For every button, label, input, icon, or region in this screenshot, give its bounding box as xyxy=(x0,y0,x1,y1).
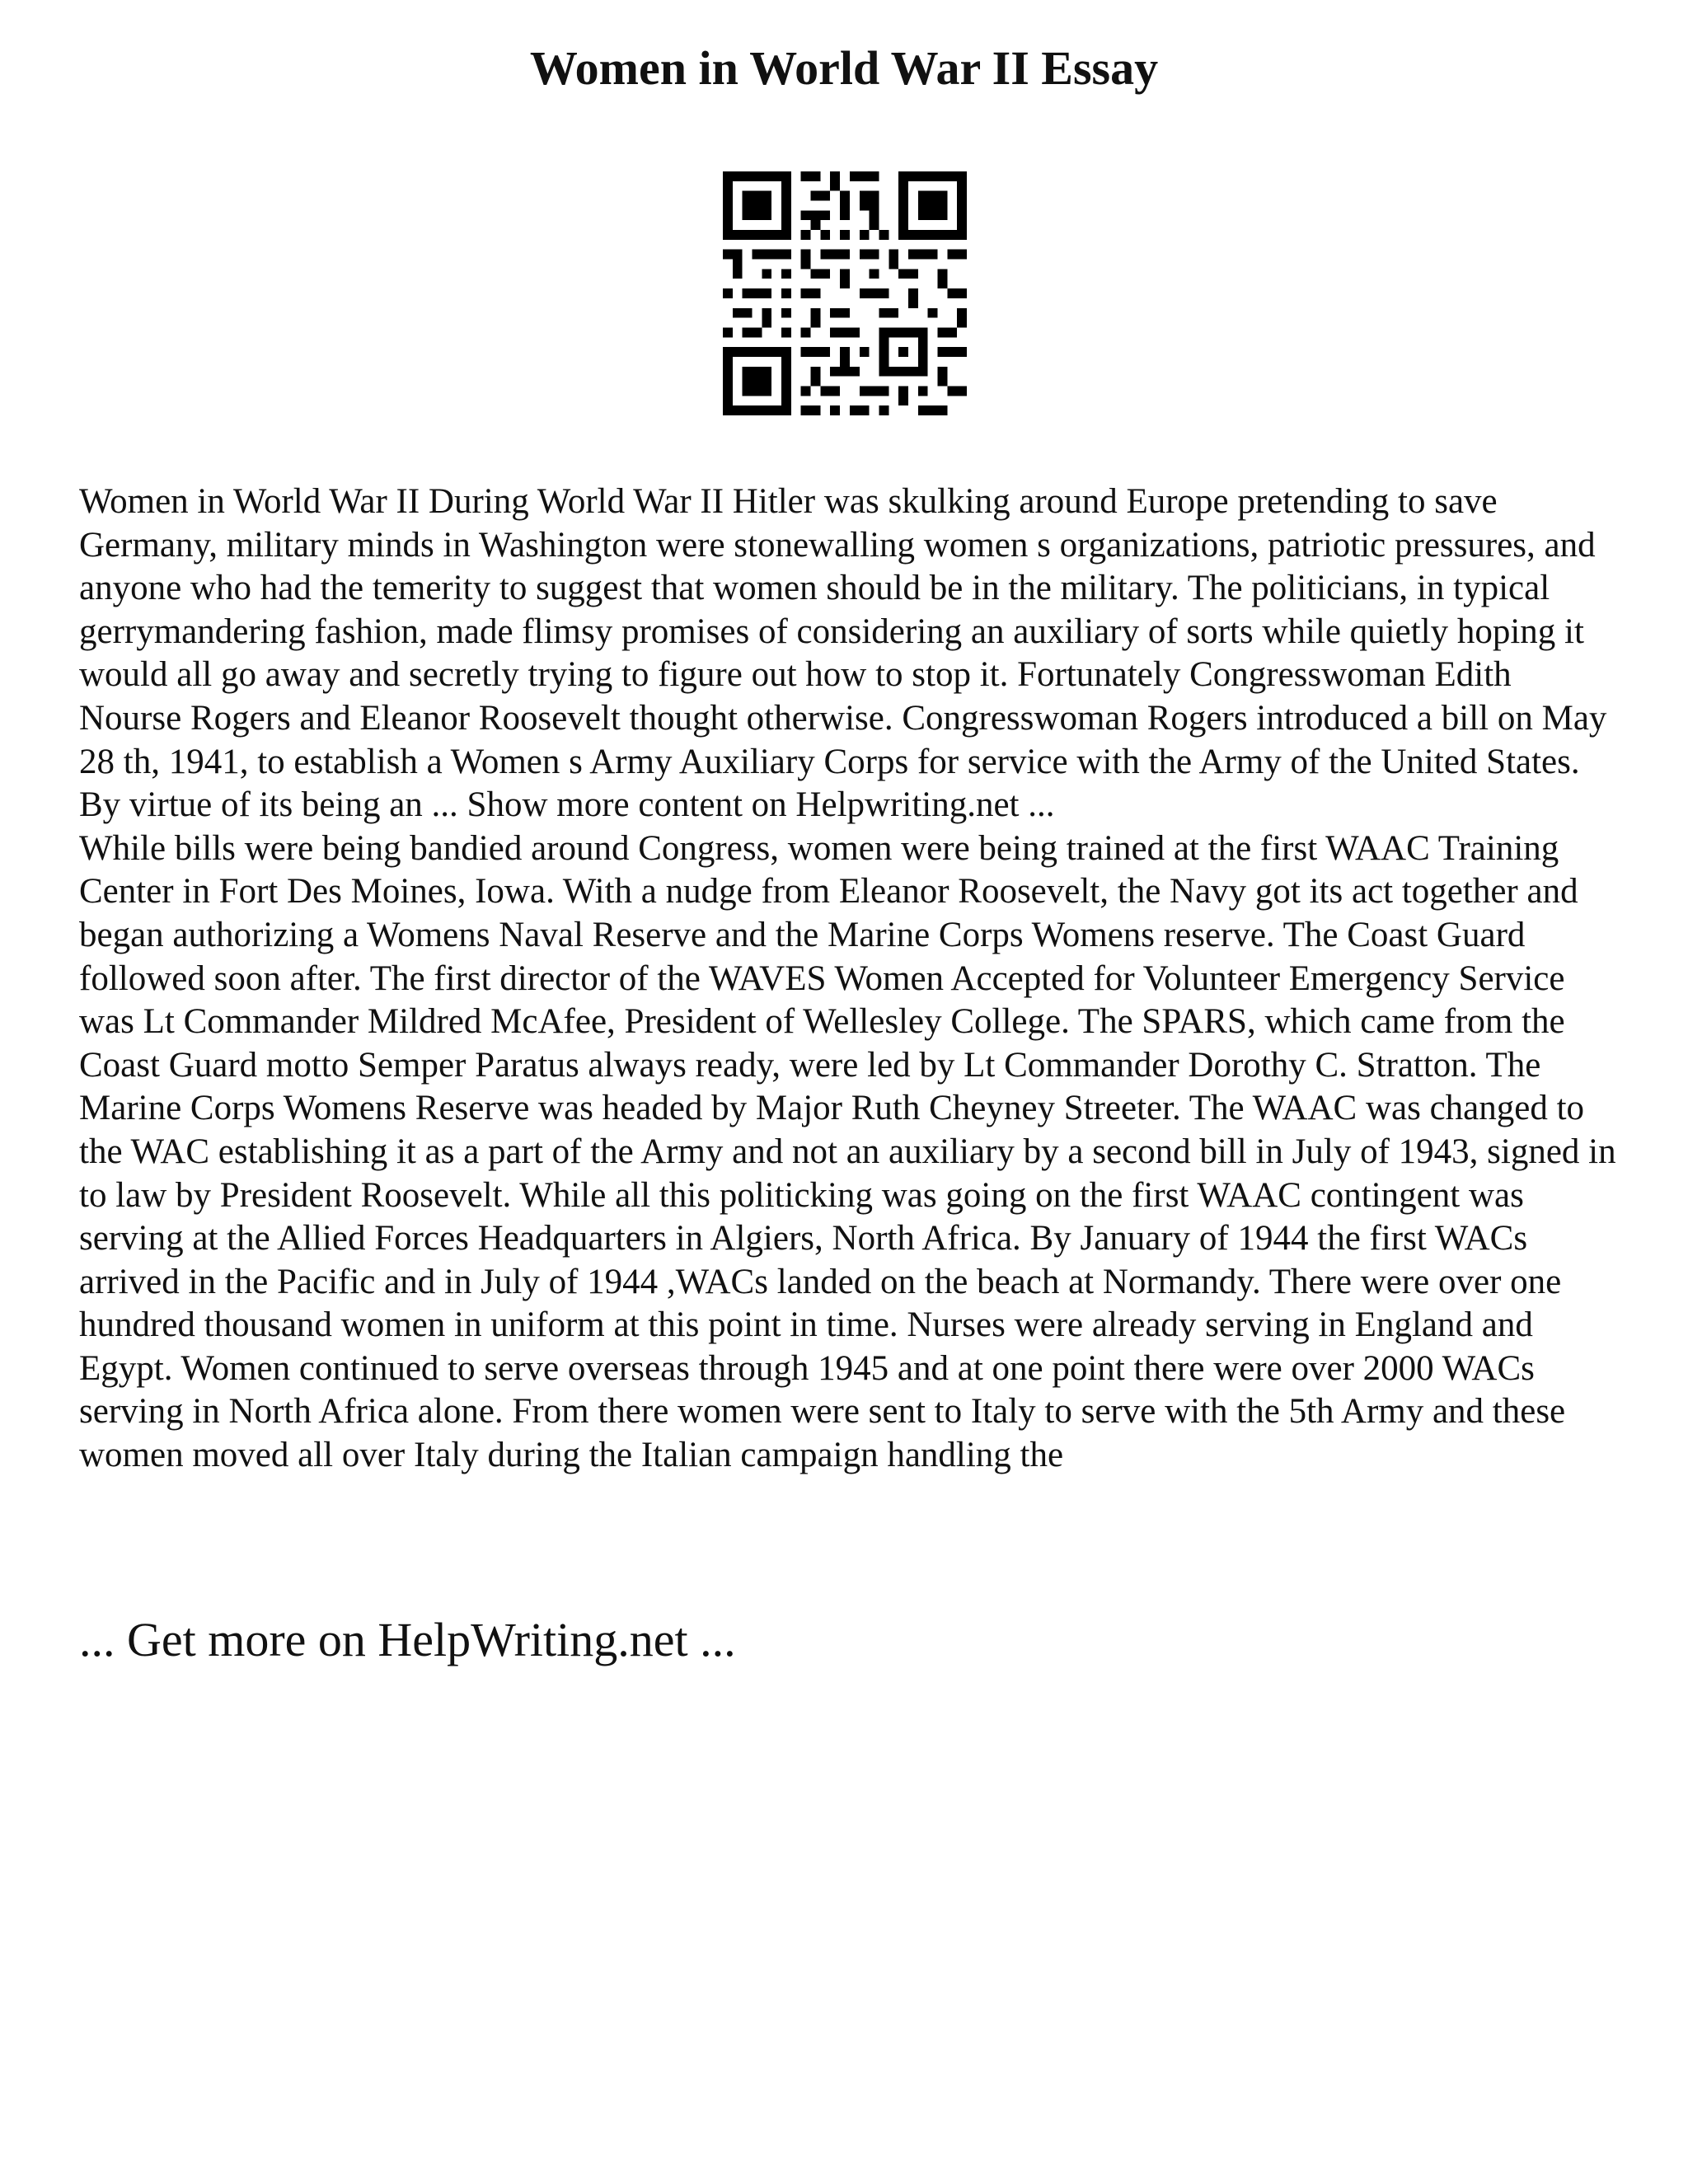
essay-body xyxy=(79,480,1620,1478)
essay-paragraph-2: While bills were being bandied around Congress, women were being trained at the first WAAC Training Center in Fort Des Moines, Iowa. With a nudge from Eleanor Roosevelt, the Navy got its act together and began authorizing a Womens Naval Reserve and the Marine Corps Womens reserve. The Coast Guard followed soon after. The first director of the WAVES Women Accepted for Volunteer Emergency Service was Lt Commander Mildred McAfee, President of Wellesley College. The SPARS, which came from the Coast Guard motto Semper Paratus always ready, were led by Lt Commander Dorothy C. Stratton. The Marine Corps Womens Reserve was headed by Major Ruth Cheyney Streeter. The WAAC was changed to the WAC establishing it as a part of the Army and not an auxiliary by a second bill in July of 1943, signed in to law by President Roosevelt. While all this politicking was going on the first WAAC contingent was serving at the Allied Forces Headquarters in Algiers, North Africa. By January of 1944 the first WACs arrived in the Pacific and in July of 1944 ,WACs landed on the beach at Normandy. There were over one hundred thousand women in uniform at this point in time. Nurses were already serving in England and Egypt. Women continued to serve overseas through 1945 and at one point there were over 2000 WACs serving in North Africa alone. From there women were sent to Italy to serve with the 5th Army and these women moved all over Italy during the Italian campaign handling the xyxy=(79,828,1616,1475)
document-title: Women in World War II Essay xyxy=(529,41,1159,95)
qr-code-icon[interactable] xyxy=(723,171,967,415)
essay-paragraph-1: Women in World War II During World War II Hitler was skulking around Europe pretending to save Germany, military minds in Washington were stonewalling women s organizations, patriotic pressures, and anyone who had the temerity to suggest that women should be in the military. The politicians, in typical gerrymandering fashion, made flimsy promises of considering an auxiliary of sorts while quietly hoping it would all go away and secretly trying to figure out how to stop it. Fortunately Congresswoman Edith Nourse Rogers and Eleanor Roosevelt thought otherwise. Congresswoman Rogers introduced a bill on May 28 th, 1941, to establish a Women s Army Auxiliary Corps for service with the Army of the United States. By virtue of its being an ... Show more content on Helpwriting.net ... xyxy=(79,482,1607,825)
get-more-link[interactable]: ... Get more on HelpWriting.net ... xyxy=(79,1613,736,1666)
